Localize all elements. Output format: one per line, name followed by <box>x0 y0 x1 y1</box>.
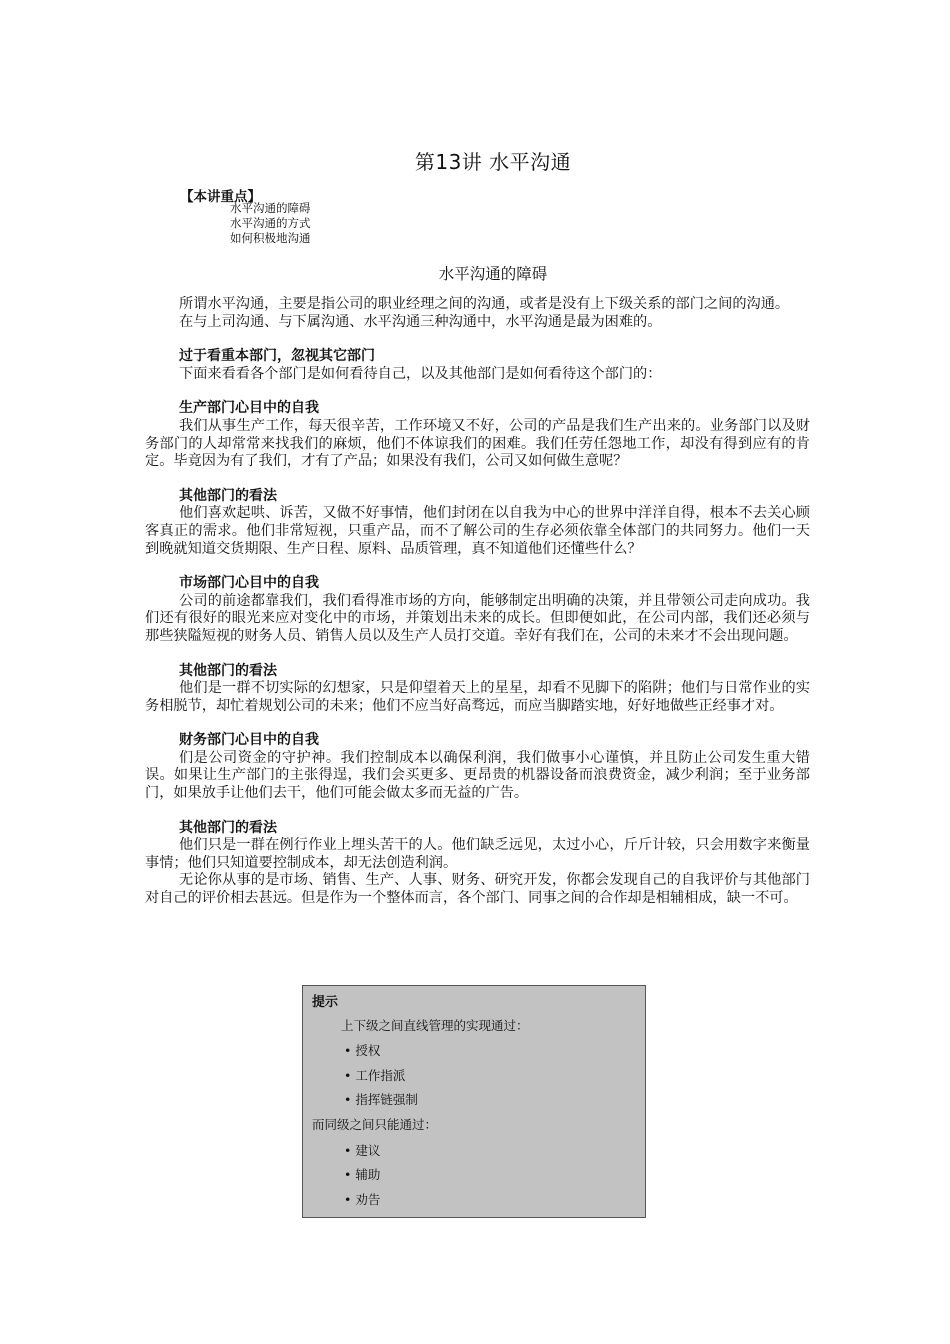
tip-heading: 提示 <box>312 995 339 1010</box>
tip-intro: 而同级之间只能通过： <box>312 1117 438 1132</box>
key-point-item: 水平沟通的方式 <box>230 216 311 230</box>
tip-list-item: • 工作指派 <box>344 1068 406 1083</box>
lecture-title: 第13讲 水平沟通 <box>414 150 572 174</box>
paragraph: 他们喜欢起哄、诉苦，又做不好事情，他们封闭在以自我为中心的世界中洋洋自得，根本不去关心顾客真正的需求。他们非常短视，只重产品，而不了解公司的生存必须依靠全体部门的共同努力。他们一天到晚就知道交货期限、生产日程、原料、品质管理，真不知道他们还懂些什么？ <box>145 505 810 557</box>
tip-list-item: • 劝告 <box>344 1192 381 1207</box>
paragraph: 他们只是一群在例行作业上埋头苦干的人。他们缺乏远见，太过小心，斤斤计较，只会用数字来衡量事情；他们只知道要控制成本，却无法创造利润。 <box>145 837 810 871</box>
subheading: 其他部门的看法 <box>179 819 277 836</box>
subheading: 其他部门的看法 <box>179 662 277 679</box>
body-text <box>145 296 810 908</box>
section-title: 水平沟通的障碍 <box>438 265 548 283</box>
tip-list-item: • 授权 <box>344 1043 381 1058</box>
subheading: 其他部门的看法 <box>179 487 277 504</box>
paragraph: 下面来看看各个部门是如何看待自己，以及其他部门是如何看待这个部门的： <box>179 365 662 382</box>
tip-intro: 上下级之间直线管理的实现通过： <box>341 1018 529 1033</box>
paragraph: 公司的前途都靠我们，我们看得准市场的方向，能够制定出明确的决策，并且带领公司走向成功。我们还有很好的眼光来应对变化中的市场，并策划出未来的成长。但即便如此，在公司内部，我们还必须与那些狭隘短视的财务人员、销售人员以及生产人员打交道。幸好有我们在，公司的未来才不会出现问题。 <box>145 592 810 644</box>
subheading: 过于看重本部门，忽视其它部门 <box>179 348 375 365</box>
tip-list-item: • 指挥链强制 <box>344 1092 418 1107</box>
subheading: 生产部门心目中的自我 <box>179 400 319 417</box>
key-points-list <box>230 201 311 246</box>
key-point-item: 水平沟通的障碍 <box>230 201 311 215</box>
paragraph: 所谓水平沟通，主要是指公司的职业经理之间的沟通，或者是没有上下级关系的部门之间的沟通。 <box>179 296 790 312</box>
paragraph: 们是公司资金的守护神。我们控制成本以确保利润，我们做事小心谨慎，并且防止公司发生重大错误。如果让生产部门的主张得逞，我们会买更多、更昂贵的机器设备而浪费资金，减少利润；至于业务部门，如果放手让他们去干，他们可能会做太多而无益的广告。 <box>145 749 810 802</box>
paragraph: 他们是一群不切实际的幻想家，只是仰望着天上的星星，却看不见脚下的陷阱；他们与日常作业的实务相脱节，却忙着规划公司的未来；他们不应当好高骛远，而应当脚踏实地，好好地做些正经事才对。 <box>145 680 810 714</box>
tip-list-item: • 辅助 <box>344 1167 381 1182</box>
subheading: 财务部门心目中的自我 <box>179 732 319 749</box>
key-point-item: 如何积极地沟通 <box>230 231 311 245</box>
tip-box <box>302 985 646 1218</box>
paragraph: 无论你从事的是市场、销售、生产、人事、财务、研究开发，你都会发现自己的自我评价与其他部门对自己的评价相去甚远。但是作为一个整体而言，各个部门、同事之间的合作却是相辅相成，缺一不可。 <box>145 872 810 907</box>
paragraph: 在与上司沟通、与下属沟通、水平沟通三种沟通中，水平沟通是最为困难的。 <box>179 313 662 330</box>
key-points-heading: 【本讲重点】 <box>180 189 261 205</box>
subheading: 市场部门心目中的自我 <box>179 575 319 592</box>
paragraph: 我们从事生产工作，每天很辛苦，工作环境又不好，公司的产品是我们生产出来的。业务部门以及财务部门的人却常常来找我们的麻烦，他们不体谅我们的困难。我们任劳任怨地工作，却没有得到应有的肯定。毕竟因为有了我们，才有了产品；如果没有我们，公司又如何做生意呢？ <box>145 417 810 470</box>
tip-list-item: • 建议 <box>344 1143 381 1158</box>
